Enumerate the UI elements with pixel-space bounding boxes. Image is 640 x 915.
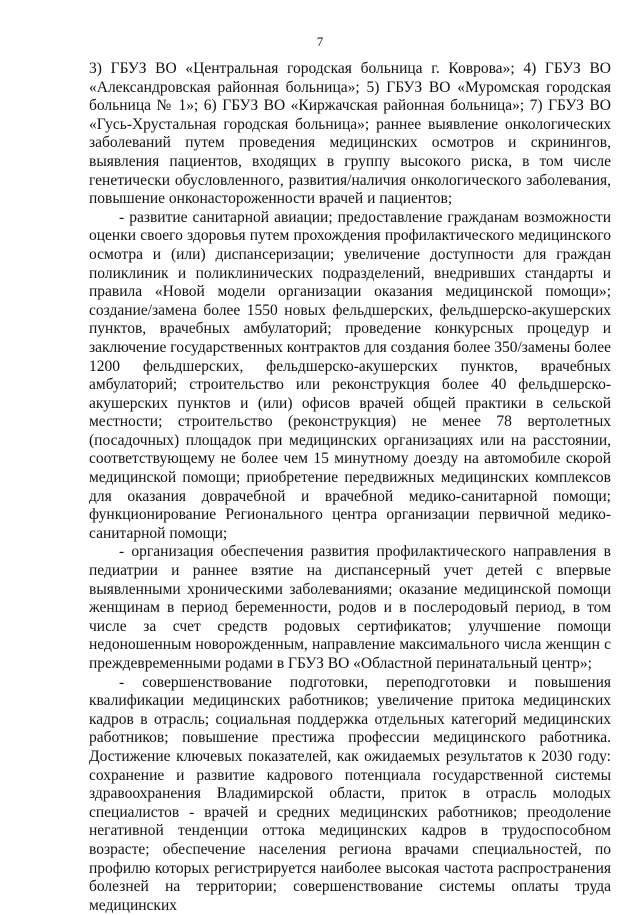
paragraph-pediatrics: - организация обеспечения развития профилактического направления в педиатрии и раннее взятие на диспансерный учет детей с впервые выявленными хроническими заболеваниями; оказание медицинской помощи женщинам в период беременности, родов и в послеродовый период, в том числе за счет средств родовых сертификатов; улучшение помощи недоношенным новорожденным, направление максимального числа женщин с преждевременными родами в ГБУЗ ВО «Областной перинатальный центр»; [89,543,611,672]
paragraph-hospital-list: 3) ГБУЗ ВО «Центральная городская больница г. Коврова»; 4) ГБУЗ ВО «Александровская районная больница»; 5) ГБУЗ ВО «Муромская городская больница № 1»; 6) ГБУЗ ВО «Киржачская районная больница»; 7) ГБУЗ ВО «Гусь-Хрустальная городская больница»; раннее выявление онкологических заболеваний путем проведения медицинских осмотров и скринингов, выявления пациентов, входящих в группу высокого риска, в том числе генетически обусловленного, развития/наличия онкологического заболевания, повышение онконастороженности врачей и пациентов; [89,60,611,208]
paragraph-sanitary-aviation: - развитие санитарной авиации; предоставление гражданам возможности оценки своего здоровья путем прохождения профилактического медицинского осмотра и (или) диспансеризации; увеличение доступности для граждан поликлиник и поликлинических подразделений, внедривших стандарты и правила «Новой модели организации оказания медицинской помощи»; создание/замена более 1550 новых фельдшерских, фельдшерско-акушерских пунктов, врачебных амбулаторий; проведение конкурсных процедур и заключение государственных контрактов для создания более 350/замены более 1200 фельдшерских, фельдшерско-акушерских пунктов, врачебных амбулаторий; строительство или реконструкция более 40 фельдшерско-акушерских пунктов и (или) офисов врачей общей практики в сельской местности; строительство (реконструкция) не менее 78 вертолетных (посадочных) площадок при медицинских организациях или на расстоянии, соответствующему не более чем 15 минутному доезду на автомобиле скорой медицинской помощи; приобретение передвижных медицинских комплексов для оказания доврачебной и врачебной медико-санитарной помощи; функционирование Регионального центра организации первичной медико-санитарной помощи; [89,208,611,542]
paragraph-medical-personnel: - совершенствование подготовки, переподготовки и повышения квалификации медицинских работников; увеличение притока медицинских кадров в отрасль; социальная поддержка отдельных категорий медицинских работников; повышение престижа профессии медицинского работника. Достижение ключевых показателей, как ожидаемых результатов к 2030 году: сохранение и развитие кадрового потенциала государственной системы здравоохранения Владимирской области, приток в отрасль молодых специалистов - врачей и средних медицинских работников; преодоление негативной тенденции оттока медицинских кадров в трудоспособном возрасте; обеспечение населения региона врачами специальностей, по профилю которых регистрируется наиболее высокая частота распространения болезней на территории; совершенствование системы оплаты труда медицинских [89,673,611,914]
page-number: 7 [316,34,324,49]
document-body [89,60,611,915]
